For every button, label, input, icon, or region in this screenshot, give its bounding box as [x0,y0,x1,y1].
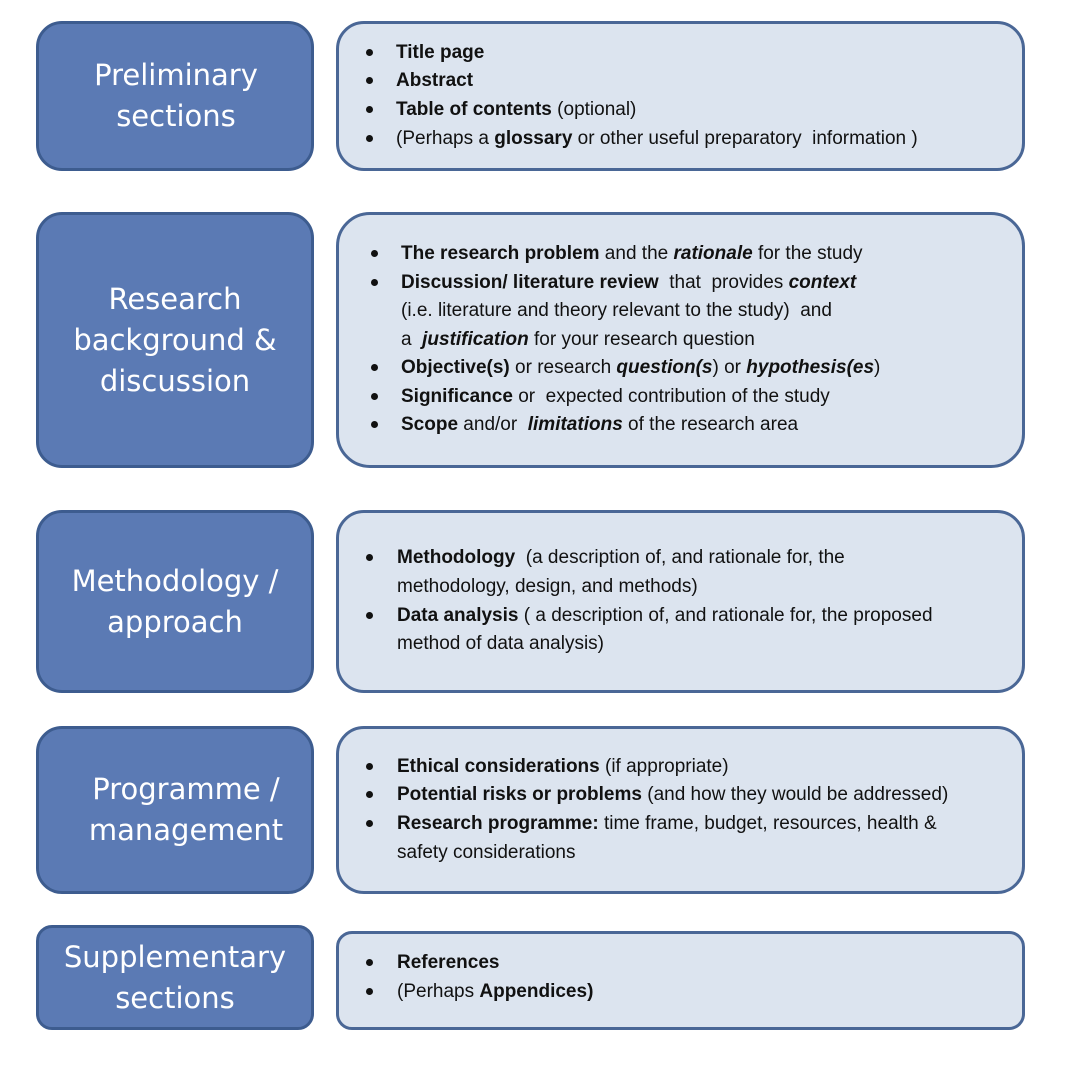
bullet-list [339,544,1022,658]
section-label-line: background & [73,322,277,357]
emphasis-text: Title page [396,41,485,63]
bullet-text-line [401,297,1022,326]
bullet-item [339,810,1022,867]
section-label-line: approach [107,604,243,639]
bullet-item [339,269,1022,355]
section-content-box [336,21,1025,171]
plain-text: a [401,328,423,350]
section-label-line: Research [108,281,242,316]
plain-text: and the [599,242,674,264]
plain-text: (optional) [551,99,637,120]
bullet-text-line [401,269,1022,298]
plain-text: ) or [712,357,747,379]
section-label-line: sections [116,99,236,133]
emphasis-text: Appendices) [479,980,594,1002]
section-content-box [336,212,1025,468]
bullet-item [339,781,1022,810]
section-content-box [336,510,1025,693]
bullet-item [339,978,1022,1007]
bullet-text-line [397,781,1022,810]
emphasis-text: Objective(s) [401,357,510,379]
bullet-item [339,125,1022,154]
plain-text: (a description of, and rationale for, the [515,547,845,569]
bullet-list [339,753,1022,867]
plain-text: (Perhaps [397,980,480,1002]
bullet-text-line [401,240,1022,269]
section-label-line: Supplementary [63,939,287,974]
plain-text: time frame, budget, resources, health & [598,813,937,834]
bullet-item [339,949,1022,978]
plain-text: ) [874,357,881,379]
section-label-line: Programme / [92,772,280,806]
bullet-text-line [397,839,1022,868]
emphasis-text: glossary [494,127,573,149]
emphasis-text: Table of contents [396,99,552,120]
plain-text: for the study [752,242,863,264]
bullet-item [339,753,1022,782]
section-label-box [36,510,314,693]
section-label-line: management [88,813,284,847]
bullet-list [339,39,1022,153]
section-content-box [336,726,1025,894]
plain-text: (Perhaps a [396,127,495,149]
emphasis-text: question(s [616,357,713,379]
emphasis-text: hypothesis(es [746,357,875,379]
bullet-item [339,411,1022,440]
bullet-list [339,949,1022,1006]
plain-text: and/or [458,414,528,436]
bullet-text-line [397,544,1022,573]
bullet-item [339,67,1022,96]
bullet-text-line [396,67,1022,96]
plain-text: or research [509,357,617,379]
section-label-box [36,726,314,894]
plain-text: (and how they would be addressed) [641,784,949,806]
plain-text: or expected contribution of the study [512,385,830,407]
emphasis-text: Abstract [396,70,474,92]
emphasis-text: context [788,271,857,293]
plain-text: (if appropriate) [599,755,729,777]
bullet-text-line [397,630,1022,659]
bullet-text-line [396,39,1022,68]
section-label-box [36,925,314,1030]
bullet-item [339,39,1022,68]
plain-text: of the research area [622,414,799,436]
bullet-text-line [397,753,1022,782]
section-label-line: Methodology / [71,563,279,598]
bullet-item [339,96,1022,125]
bullet-text-line [397,978,1022,1007]
emphasis-text: Scope [401,414,459,436]
section-label-box [36,212,314,468]
plain-text: ( a description of, and rationale for, the proposed [518,604,933,626]
emphasis-text: References [397,952,500,973]
bullet-text-line [401,411,1022,440]
emphasis-text: Data analysis [397,604,519,626]
bullet-text-line [401,326,1022,355]
section-label-line: Preliminary [94,58,258,92]
emphasis-text: Potential risks or problems [397,784,642,806]
emphasis-text: Discussion/ literature review [401,271,659,293]
section-content-box [336,931,1025,1030]
emphasis-text: Methodology [397,547,516,569]
bullet-item [339,354,1022,383]
section-label-box [36,21,314,171]
emphasis-text: The research problem [401,242,600,264]
plain-text: for your research question [528,328,755,350]
emphasis-text: Research programme: [397,813,599,834]
bullet-text-line [397,573,1022,602]
emphasis-text: rationale [673,242,753,264]
bullet-item [339,602,1022,659]
bullet-list [339,240,1022,440]
emphasis-text: justification [422,328,529,350]
plain-text: (i.e. literature and theory relevant to the study) and [401,300,832,322]
bullet-item [339,383,1022,412]
bullet-text-line [397,602,1022,631]
plain-text: or other useful preparatory information ) [572,127,918,149]
emphasis-text: Ethical considerations [397,755,600,777]
plain-text: that provides [658,271,789,293]
emphasis-text: limitations [527,414,623,436]
bullet-text-line [396,96,1022,125]
bullet-text-line [397,949,1022,978]
bullet-text-line [396,125,1022,154]
bullet-text-line [401,354,1022,383]
plain-text: safety considerations [397,841,576,863]
bullet-text-line [401,383,1022,412]
section-label-line: discussion [99,363,251,398]
section-label-line: sections [115,980,235,1015]
plain-text: method of data analysis) [397,633,605,655]
bullet-text-line [397,810,1022,839]
bullet-item [339,544,1022,601]
plain-text: methodology, design, and methods) [397,575,698,597]
emphasis-text: Significance [401,385,513,407]
bullet-item [339,240,1022,269]
